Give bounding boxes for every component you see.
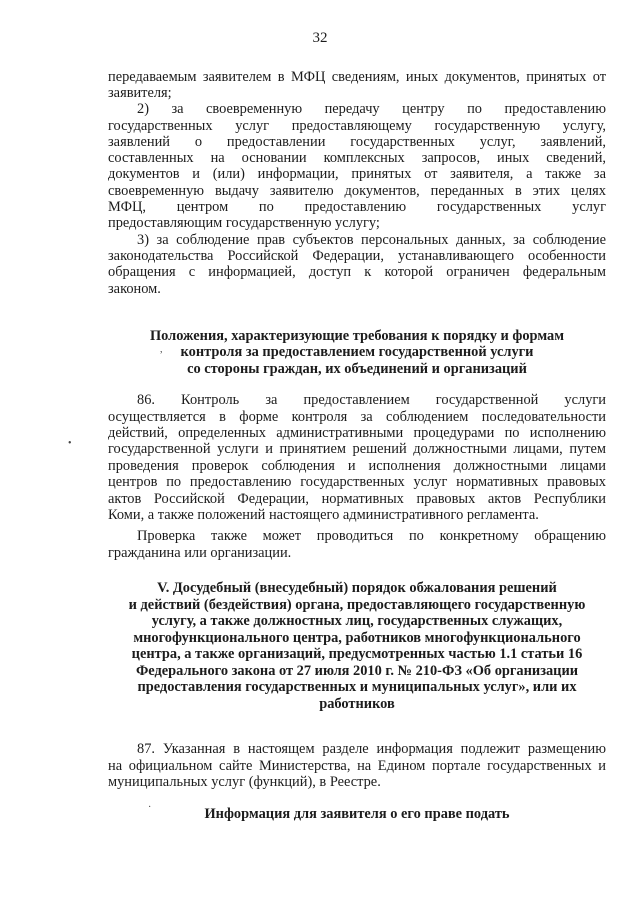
heading-line: V. Досудебный (внесудебный) порядок обжалования решений xyxy=(157,580,557,596)
text-line: гражданина или организации. xyxy=(108,545,292,561)
text-line: законом. xyxy=(108,281,161,297)
text-line: заявлений о предоставлении государственных услуг, заявлений, xyxy=(108,134,606,150)
heading-line: и действий (бездействия) органа, предоставляющего государственную xyxy=(128,597,586,613)
text-line: передаваемым заявителем в МФЦ сведениям, иных документов, принятых от xyxy=(108,69,606,85)
stray-mark: · xyxy=(148,802,152,813)
text-line: предоставляющим государственную услугу; xyxy=(108,215,380,231)
stray-mark: • xyxy=(68,438,72,449)
text-line: государственных услуг предоставляющему государственную услугу, xyxy=(108,118,606,134)
text-line: Проверка также может проводиться по конкретному обращению xyxy=(137,528,606,544)
text-line: 3) за соблюдение прав субъектов персональных данных, за соблюдение xyxy=(137,232,606,248)
text-line: центров по предоставлению государственных услуг нормативных правовых xyxy=(108,474,606,490)
text-line: обращения с информацией, доступ к которой ограничен федеральным xyxy=(108,264,606,280)
heading-line: Федерального закона от 27 июля 2010 г. № 210-ФЗ «Об организации xyxy=(135,663,579,679)
text-line: на официальном сайте Министерства, на Едином портале государственных и xyxy=(108,758,606,774)
text-line: МФЦ, центром по предоставлению государственных услуг xyxy=(108,199,606,215)
text-line: государственной услуги и принятием решений должностными лицами, путем xyxy=(108,441,606,457)
text-line: законодательства Российской Федерации, устанавливающего особенности xyxy=(108,248,606,264)
text-line: заявителя; xyxy=(108,85,172,101)
heading-line: со стороны граждан, их объединений и организаций xyxy=(187,361,527,377)
heading-line: работников xyxy=(319,696,395,712)
text-line: Коми, а также положений настоящего административного регламента. xyxy=(108,507,539,523)
heading-line: предоставления государственных и муниципальных услуг», или их xyxy=(137,679,577,695)
text-line: осуществляется в форме контроля за соблюдением последовательности xyxy=(108,409,606,425)
text-line: своевременную выдачу заявителю документов, переданных в этих целях xyxy=(108,183,606,199)
heading-line: многофункционального центра, работников многофункционального xyxy=(133,630,581,646)
text-line: муниципальных услуг (функций), в Реестре. xyxy=(108,774,381,790)
text-line: 86. Контроль за предоставлением государственной услуги xyxy=(137,392,606,408)
heading-line: центра, а также организаций, предусмотренных частью 1.1 статьи 16 xyxy=(131,646,583,662)
heading-line: Положения, характеризующие требования к порядку и формам xyxy=(149,328,565,344)
text-line: 2) за своевременную передачу центру по предоставлению xyxy=(137,101,606,117)
heading-line: Информация для заявителя о его праве подать xyxy=(204,806,510,822)
text-line: действий, определенных административными процедурами по исполнению xyxy=(108,425,606,441)
text-line: составленных на основании комплексных запросов, иных сведений, xyxy=(108,150,606,166)
text-line: 87. Указанная в настоящем разделе информация подлежит размещению xyxy=(137,741,606,757)
heading-line: контроля за предоставлением государственной услуги xyxy=(180,344,534,360)
text-line: документов и (или) информации, принятых от заявителя, а также за xyxy=(108,166,606,182)
page-number: 32 xyxy=(312,30,328,46)
text-line: проведения проверок соблюдения и исполнения должностными лицами xyxy=(108,458,606,474)
heading-line: услугу, а также должностных лиц, государственных служащих, xyxy=(151,613,563,629)
stray-mark: , xyxy=(160,344,163,355)
text-line: актов Российской Федерации, нормативных правовых актов Республики xyxy=(108,491,606,507)
